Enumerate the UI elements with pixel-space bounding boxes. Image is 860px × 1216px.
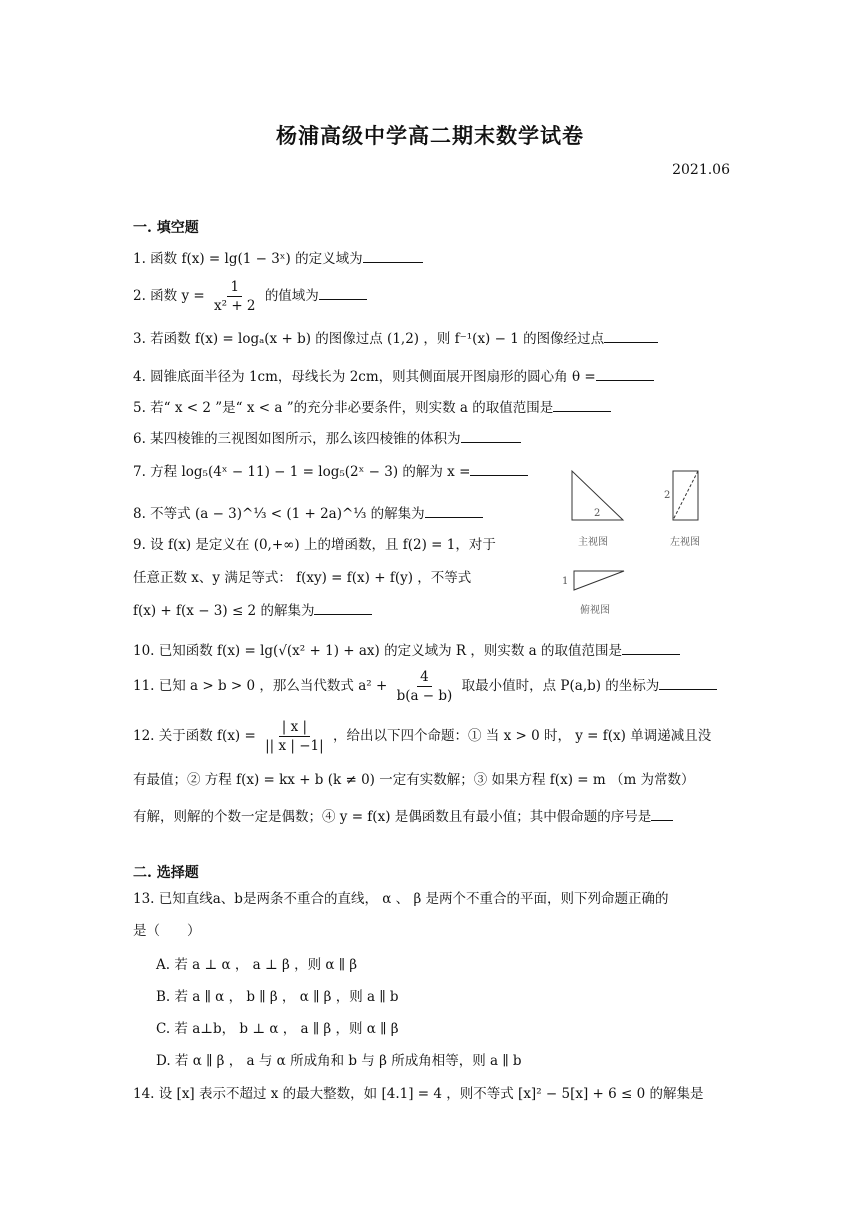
front-view-caption: 主视图 — [578, 537, 608, 548]
question-9-line-3: f(x) + f(x − 3) ≤ 2 的解集为 — [133, 600, 372, 621]
question-6: 6. 某四棱锥的三视图如图所示，那么该四棱锥的体积为 — [133, 428, 521, 449]
side-view-caption: 左视图 — [670, 537, 700, 548]
answer-blank — [319, 285, 367, 300]
question-1: 1. 函数 f(x) = lg(1 − 3ˣ) 的定义域为 — [133, 248, 423, 269]
answer-blank — [363, 248, 423, 263]
question-12-line-1: 12. 关于函数 f(x) = $\frac{| x |}{|| x | -1|}$ ，给出以下四个命题：① 当 x > 0 时， y = f(x) 单调递减且没 — [133, 719, 712, 754]
answer-blank — [470, 461, 528, 476]
answer-blank — [604, 328, 658, 343]
question-12-line-2: 有最值；② 方程 f(x) = kx + b (k ≠ 0) 一定有实数解；③ 如果方程 f(x) = m （m 为常数） — [133, 772, 695, 788]
question-4: 4. 圆锥底面半径为 1cm，母线长为 2cm，则其侧面展开图扇形的圆心角 θ = — [133, 366, 654, 387]
question-13-line-2: 是（ ） — [133, 923, 201, 939]
answer-blank — [314, 600, 372, 615]
fraction: $\frac{| x |}{|| x | -1|}$ — [265, 719, 324, 754]
exam-date: 2021.06 — [672, 162, 730, 178]
top-view-caption: 俯视图 — [580, 605, 610, 616]
page-title: 杨浦高级中学高二期末数学试卷 — [276, 123, 584, 148]
option-b: B. 若 a ∥ α ， b ∥ β ， α ∥ β ，则 a ∥ b — [156, 989, 399, 1005]
top-view-label: 1 — [562, 576, 569, 587]
question-9-line-1: 9. 设 f(x) 是定义在 (0,+∞) 上的增函数，且 f(2) = 1，对于 — [133, 537, 496, 553]
option-c: C. 若 a⊥b， b ⊥ α ， a ∥ β ，则 α ∥ β — [156, 1021, 399, 1037]
answer-blank — [596, 366, 654, 381]
top-view-figure — [570, 568, 628, 594]
answer-blank — [622, 640, 680, 655]
question-8: 8. 不等式 (a − 3)^⅓ < (1 + 2a)^⅓ 的解集为 — [133, 503, 483, 524]
question-5: 5. 若“ x < 2 ”是“ x < a ”的充分非必要条件，则实数 a 的取值范围是 — [133, 397, 611, 418]
front-view-label: 2 — [594, 508, 601, 519]
answer-blank — [461, 428, 521, 443]
question-14: 14. 设 [x] 表示不超过 x 的最大整数，如 [4.1] = 4 ，则不等式 [x]² − 5[x] + 6 ≤ 0 的解集是 — [133, 1086, 704, 1102]
question-7: 7. 方程 log₅(4ˣ − 11) − 1 = log₅(2ˣ − 3) 的解为 x = — [133, 461, 528, 482]
question-13-line-1: 13. 已知直线a、b是两条不重合的直线， α 、 β 是两个不重合的平面，则下列命题正确的 — [133, 891, 669, 907]
question-9-line-2: 任意正数 x、y 满足等式： f(xy) = f(x) + f(y) ，不等式 — [133, 570, 472, 586]
section-multiple-choice: 二. 选择题 — [133, 865, 199, 881]
fraction: $\frac{4}{b(a - b)}$ — [396, 669, 453, 704]
question-10: 10. 已知函数 f(x) = lg(√(x² + 1) + ax) 的定义域为 R ，则实数 a 的取值范围是 — [133, 640, 680, 661]
fraction: $\frac{1}{\text{x² + 2}}$ — [214, 279, 256, 314]
answer-blank — [425, 503, 483, 518]
question-12-line-3: 有解，则解的个数一定是偶数；④ y = f(x) 是偶函数且有最小值；其中假命题的序号是 — [133, 806, 673, 827]
answer-blank — [553, 397, 611, 412]
question-11: 11. 已知 a > b > 0 ，那么当代数式 a² + $\frac{4}{b(a - b)}$ 取最小值时，点 P(a,b) 的坐标为 — [133, 668, 717, 705]
side-view-figure — [670, 468, 702, 524]
option-a: A. 若 a ⊥ α ， a ⊥ β ，则 α ∥ β — [156, 957, 358, 973]
side-view-label: 2 — [664, 490, 671, 501]
question-2: 2. 函数 y = $\frac{1}{\text{x² + 2}}$ 的值域为 — [133, 278, 367, 315]
question-3: 3. 若函数 f(x) = logₐ(x + b) 的图像过点 (1,2) ，则 f⁻¹(x) − 1 的图像经过点 — [133, 328, 658, 349]
answer-blank — [659, 675, 717, 690]
answer-blank — [651, 806, 673, 821]
option-d: D. 若 α ∥ β ， a 与 α 所成角和 b 与 β 所成角相等，则 a ∥ b — [156, 1053, 522, 1069]
section-fill-in: 一. 填空题 — [133, 220, 199, 236]
